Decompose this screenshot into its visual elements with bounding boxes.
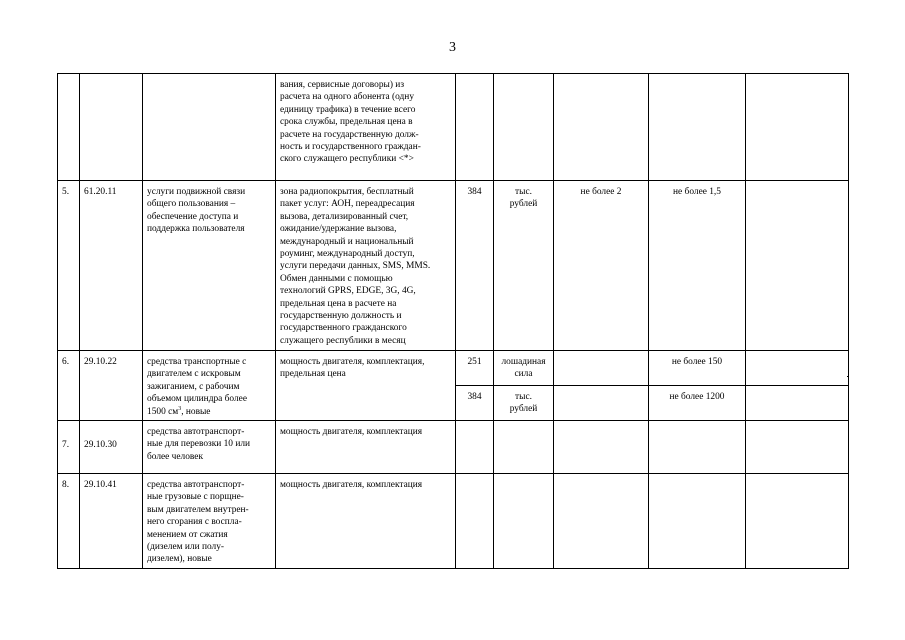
item-name-tail: , новые xyxy=(181,406,211,417)
extra-cell xyxy=(746,474,849,569)
table-row xyxy=(58,421,849,474)
page-number: 3 xyxy=(449,40,456,55)
extra-cell xyxy=(746,421,849,474)
okpd-code: 29.10.41 xyxy=(80,474,143,569)
unit-name: тыс. рублей xyxy=(494,386,554,421)
item-name-superscript: 3 xyxy=(178,405,182,412)
extra-cell xyxy=(746,74,849,181)
table-row xyxy=(58,181,849,351)
row-number: 7. xyxy=(58,421,80,474)
item-name: средства автотранспорт- ные грузовые с порщне- вым двигателем внутрен- него сгорания с воспла- менением от сжатия (дизелем или полу- дизелем), новые xyxy=(143,474,276,569)
value-other xyxy=(649,421,746,474)
okei-code xyxy=(456,474,494,569)
value-senior xyxy=(554,74,649,181)
row-number: 8. xyxy=(58,474,80,569)
okei-code xyxy=(456,74,494,181)
unit-name xyxy=(494,421,554,474)
table-row xyxy=(58,74,849,181)
extra-cell xyxy=(746,181,849,351)
okpd-code: 61.20.11 xyxy=(80,181,143,351)
item-name xyxy=(143,351,276,421)
okei-code: 384 xyxy=(456,181,494,351)
edge-mark xyxy=(847,376,849,377)
value-senior xyxy=(554,351,649,386)
value-other: не более 1,5 xyxy=(649,181,746,351)
characteristic: мощность двигателя, комплектация xyxy=(276,474,456,569)
item-name-text: средства транспортные с двигателем с искровым зажиганием, с рабочим объемом цилиндра более 1500 см xyxy=(147,357,247,417)
value-other xyxy=(649,474,746,569)
okei-code xyxy=(456,421,494,474)
value-other xyxy=(649,74,746,181)
item-name xyxy=(143,74,276,181)
value-senior xyxy=(554,421,649,474)
row-number: 6. xyxy=(58,351,80,421)
characteristic: мощность двигателя, комплектация, предельная цена xyxy=(276,351,456,421)
unit-name xyxy=(494,474,554,569)
extra-cell xyxy=(746,386,849,421)
item-name: средства автотранспорт- ные для перевозки 10 или более человек xyxy=(143,421,276,474)
characteristic: мощность двигателя, комплектация xyxy=(276,421,456,474)
value-senior xyxy=(554,474,649,569)
unit-name: тыс. рублей xyxy=(494,181,554,351)
value-senior xyxy=(554,386,649,421)
table-row xyxy=(58,351,849,386)
value-other: не более 150 xyxy=(649,351,746,386)
row-number: 5. xyxy=(58,181,80,351)
value-senior: не более 2 xyxy=(554,181,649,351)
unit-name: лошадиная сила xyxy=(494,351,554,386)
requirements-table xyxy=(57,73,849,569)
okei-code: 384 xyxy=(456,386,494,421)
characteristic: зона радиопокрытия, бесплатный пакет услуг: АОН, переадресация вызова, детализированный счет, ожидание/удержание вызова, международный и национальный роуминг, международный доступ, услуги передачи данных, SMS, MMS. Обмен данными с помощью технологий GPRS, EDGE, 3G, 4G, предельная цена в расчете на государственную должность и государственного гражданского служащего республики в месяц xyxy=(276,181,456,351)
unit-name xyxy=(494,74,554,181)
value-other: не более 1200 xyxy=(649,386,746,421)
okei-code: 251 xyxy=(456,351,494,386)
extra-cell xyxy=(746,351,849,386)
okpd-code: 29.10.22 xyxy=(80,351,143,421)
okpd-code: 29.10.30 xyxy=(80,421,143,474)
row-number xyxy=(58,74,80,181)
okpd-code xyxy=(80,74,143,181)
item-name: услуги подвижной связи общего пользования – обеспечение доступа и поддержка пользователя xyxy=(143,181,276,351)
characteristic: вания, сервисные договоры) из расчета на одного абонента (одну единицу трафика) в течение всего срока службы, предельная цена в расчете на государственную долж- ность и государственного граждан- ского служащего республики <*> xyxy=(276,74,456,181)
table-row xyxy=(58,474,849,569)
